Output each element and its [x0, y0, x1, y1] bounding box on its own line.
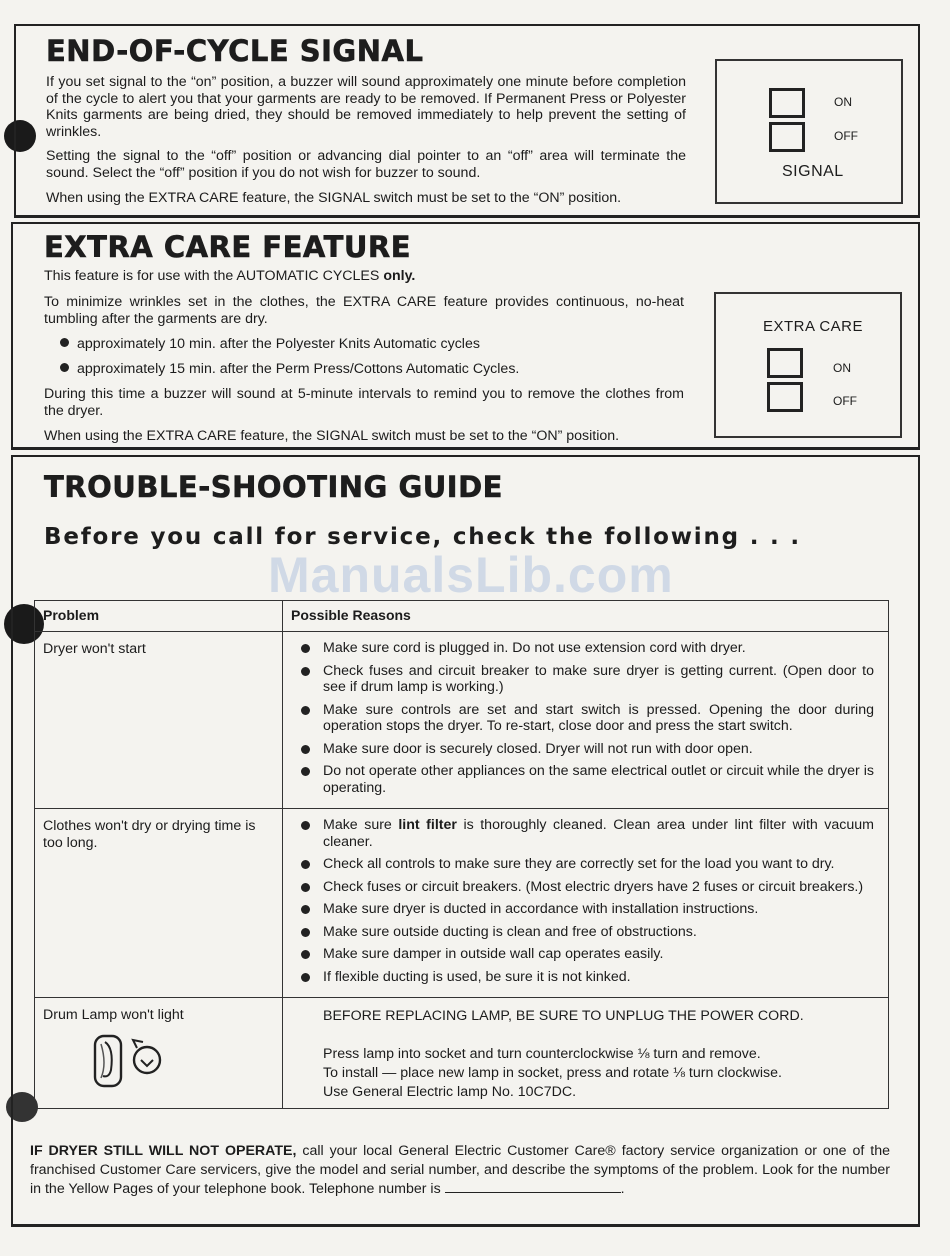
extra-care-on-label: ON	[833, 361, 851, 375]
problem-cell: Clothes won't dry or drying time is too long.	[35, 809, 283, 998]
trouble-table	[34, 600, 889, 1109]
bullet-icon	[301, 860, 310, 869]
table-row	[35, 809, 889, 998]
signal-panel-title: SIGNAL	[782, 163, 844, 180]
reason-text: Do not operate other appliances on the same electrical outlet or circuit while the dryer is operating.	[323, 763, 874, 796]
drum-lamp-icon	[81, 1030, 173, 1092]
telephone-blank-line[interactable]	[445, 1192, 621, 1193]
lamp-instruction: To install — place new lamp in socket, press and rotate ⅛ turn clockwise.	[323, 1065, 782, 1081]
reason-item	[301, 879, 874, 896]
reason-text: Check all controls to make sure they are correctly set for the load you want to dry.	[323, 856, 835, 872]
bullet-icon	[301, 905, 310, 914]
bullet-icon	[301, 706, 310, 715]
signal-switch-panel	[715, 59, 903, 204]
reason-item	[301, 817, 874, 850]
reason-text: Make sure damper in outside wall cap operates easily.	[323, 946, 664, 962]
signal-heading: END-OF-CYCLE SIGNAL	[46, 34, 424, 68]
reason-item	[301, 901, 874, 918]
reason-item	[301, 663, 874, 696]
bullet-icon	[301, 644, 310, 653]
lamp-instruction: Press lamp into socket and turn counterclockwise ⅛ turn and remove.	[323, 1046, 761, 1062]
extra-care-paragraph-2: During this time a buzzer will sound at 5-minute intervals to remind you to remove the clothes from the dryer.	[44, 386, 684, 419]
reason-item	[301, 702, 874, 735]
reason-item	[301, 640, 874, 657]
lamp-instruction: Use General Electric lamp No. 10C7DC.	[323, 1084, 577, 1100]
extra-care-bullet-2-text: approximately 15 min. after the Perm Press/Cottons Automatic Cycles.	[77, 361, 520, 377]
reason-text: Make sure controls are set and start switch is pressed. Opening the door during operation stops the dryer. To re-start, close door and press the start switch.	[323, 701, 874, 734]
reason-item	[301, 763, 874, 796]
extra-care-bullet-1-text: approximately 10 min. after the Polyester Knits Automatic cycles	[77, 336, 480, 352]
extra-care-off-switch[interactable]	[767, 382, 803, 412]
extra-care-bullet-2	[60, 361, 519, 378]
signal-off-switch[interactable]	[769, 122, 805, 152]
bullet-icon	[301, 667, 310, 676]
reasons-cell	[283, 998, 889, 1109]
bullet-icon	[301, 928, 310, 937]
table-header-row	[35, 601, 889, 632]
reason-text: Check fuses and circuit breaker to make sure dryer is getting current. (Open door to see if drum lamp is working.)	[323, 662, 874, 695]
bullet-icon	[301, 973, 310, 982]
reason-text: Check fuses or circuit breakers. (Most electric dryers have 2 fuses or circuit breakers.)	[323, 878, 864, 895]
bullet-icon	[60, 338, 69, 347]
extra-care-switch-panel	[714, 292, 902, 438]
column-header-reasons: Possible Reasons	[283, 601, 889, 632]
footer-text: call your local General Electric Customer Care® factory service organization or one of the franchised Customer Care servicers, give the model and serial number, and describe the symptoms of the problem. Look for the number in the Yellow Pages of your telephone book. Telephone number is	[30, 1143, 890, 1197]
bullet-icon	[301, 745, 310, 754]
bullet-icon	[301, 767, 310, 776]
signal-on-label: ON	[834, 95, 852, 109]
extra-care-heading: EXTRA CARE FEATURE	[44, 230, 412, 264]
reason-item	[301, 969, 874, 986]
reason-text: Make sure outside ducting is clean and free of obstructions.	[323, 923, 697, 940]
watermark-text: ManualsLib.com	[268, 547, 674, 603]
footer-bold-lead: IF DRYER STILL WILL NOT OPERATE,	[30, 1143, 297, 1159]
lamp-warning: BEFORE REPLACING LAMP, BE SURE TO UNPLUG THE POWER CORD.	[323, 1008, 804, 1024]
reason-text: If flexible ducting is used, be sure it is not kinked.	[323, 968, 631, 985]
footer-end: .	[620, 1181, 625, 1197]
extra-care-bullet-1	[60, 336, 480, 353]
table-row	[35, 998, 889, 1109]
extra-care-intro-text: This feature is for use with the AUTOMATIC CYCLES	[44, 268, 384, 284]
bullet-icon	[301, 821, 310, 830]
bullet-icon	[301, 883, 310, 892]
reasons-cell	[283, 632, 889, 809]
problem-cell: Dryer won't start	[35, 632, 283, 809]
bullet-icon	[301, 950, 310, 959]
reason-text: Make sure cord is plugged in. Do not use extension cord with dryer.	[323, 640, 746, 656]
problem-text: Drum Lamp won't light	[43, 1007, 184, 1023]
extra-care-on-switch[interactable]	[767, 348, 803, 378]
extra-care-paragraph-1: To minimize wrinkles set in the clothes, the EXTRA CARE feature provides continuous, no-heat tumbling after the garments are dry.	[44, 294, 684, 327]
extra-care-intro-bold: only.	[383, 268, 416, 284]
extra-care-panel-title: EXTRA CARE	[763, 318, 864, 335]
table-row	[35, 632, 889, 809]
reason-item	[301, 741, 874, 758]
extra-care-intro	[44, 268, 684, 285]
extra-care-paragraph-3: When using the EXTRA CARE feature, the SIGNAL switch must be set to the “ON” position.	[44, 428, 620, 444]
signal-paragraph-1: If you set signal to the “on” position, a buzzer will sound approximately one minute before completion of the cycle to alert you that your garments are ready to be removed. If Permanent Press or Polyester Knits garments are being dried, they should be removed immediately to help prevent the setting of wrinkles.	[46, 74, 686, 140]
reasons-cell	[283, 809, 889, 998]
extra-care-off-label: OFF	[833, 394, 857, 408]
trouble-subheading: Before you call for service, check the following . . .	[44, 524, 801, 550]
column-header-problem: Problem	[35, 601, 283, 632]
reason-text: Make sure door is securely closed. Dryer will not run with door open.	[323, 740, 753, 757]
bullet-icon	[60, 363, 69, 372]
footer-paragraph	[30, 1142, 890, 1199]
signal-paragraph-2: Setting the signal to the “off” position or advancing dial pointer to an “off” area will terminate the sound. Select the “off” position if you do not wish for buzzer to sound.	[46, 148, 686, 181]
problem-cell	[35, 998, 283, 1109]
trouble-heading: TROUBLE-SHOOTING GUIDE	[44, 470, 503, 504]
reason-item	[301, 856, 874, 873]
signal-off-label: OFF	[834, 129, 858, 143]
reason-text: Make sure dryer is ducted in accordance with installation instructions.	[323, 901, 759, 917]
signal-paragraph-3: When using the EXTRA CARE feature, the SIGNAL switch must be set to the “ON” position.	[46, 190, 622, 206]
reason-text: Make sure lint filter is thoroughly cleaned. Clean area under lint filter with vacuum cleaner.	[323, 817, 874, 850]
reason-item	[301, 946, 874, 963]
signal-on-switch[interactable]	[769, 88, 805, 118]
reason-item	[301, 924, 874, 941]
